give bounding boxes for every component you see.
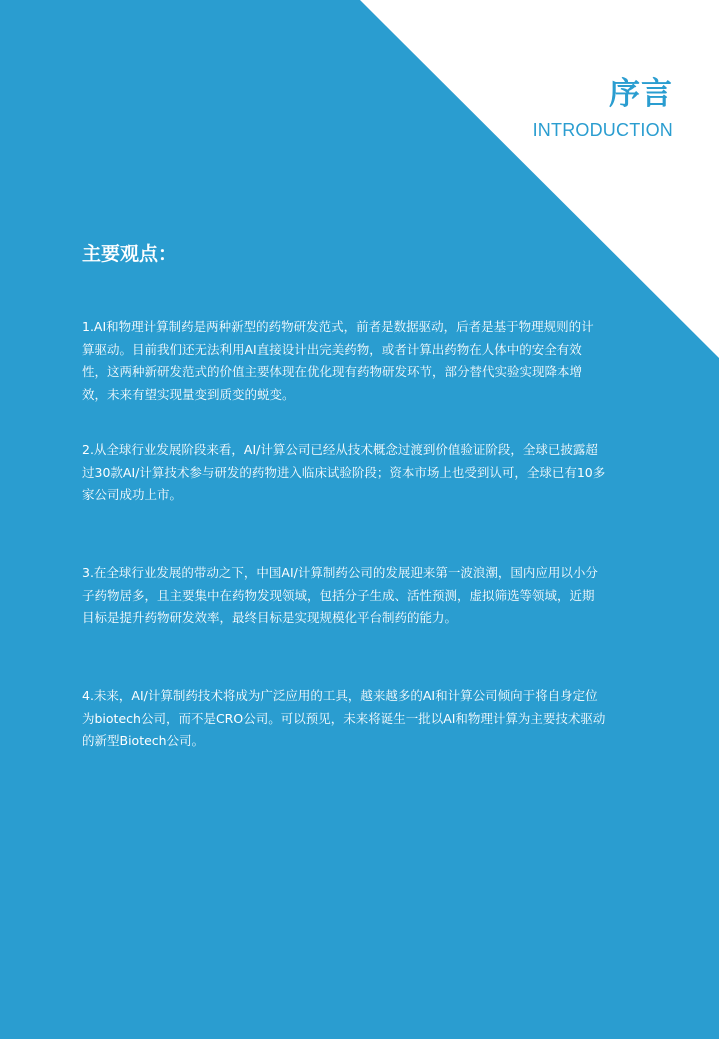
section-heading: 主要观点： bbox=[82, 243, 178, 265]
key-point-4: 4.未来，AI/计算制药技术将成为广泛应用的工具，越来越多的AI和计算公司倾向于将自身定位为biotech公司，而不是CRO公司。可以预见，未来将诞生一批以AI和物理计算为主要技术驱动的新型Biotech公司。 bbox=[82, 688, 606, 748]
key-point-3: 3.在全球行业发展的带动之下，中国AI/计算制药公司的发展迎来第一波浪潮，国内应用以小分子药物居多，且主要集中在药物发现领域，包括分子生成、活性预测，虚拟筛选等领域，近期目标是提升药物研发效率，最终目标是实现规模化平台制药的能力。 bbox=[82, 565, 598, 625]
page-subtitle: INTRODUCTION bbox=[532, 120, 673, 140]
key-point-2: 2.从全球行业发展阶段来看，AI/计算公司已经从技术概念过渡到价值验证阶段，全球已披露超过30款AI/计算技术参与研发的药物进入临床试验阶段；资本市场上也受到认可，全球已有10多家公司成功上市。 bbox=[82, 442, 606, 502]
key-points-list bbox=[82, 316, 606, 808]
key-point-1: 1.AI和物理计算制药是两种新型的药物研发范式，前者是数据驱动，后者是基于物理规则的计算驱动。目前我们还无法利用AI直接设计出完美药物，或者计算出药物在人体中的安全有效性，这两种新研发范式的价值主要体现在优化现有药物研发环节，部分替代实验实现降本增效，未来有望实现量变到质变的蜕变。 bbox=[82, 319, 594, 402]
page-title-block bbox=[533, 75, 673, 143]
page-title: 序言 bbox=[609, 76, 673, 112]
